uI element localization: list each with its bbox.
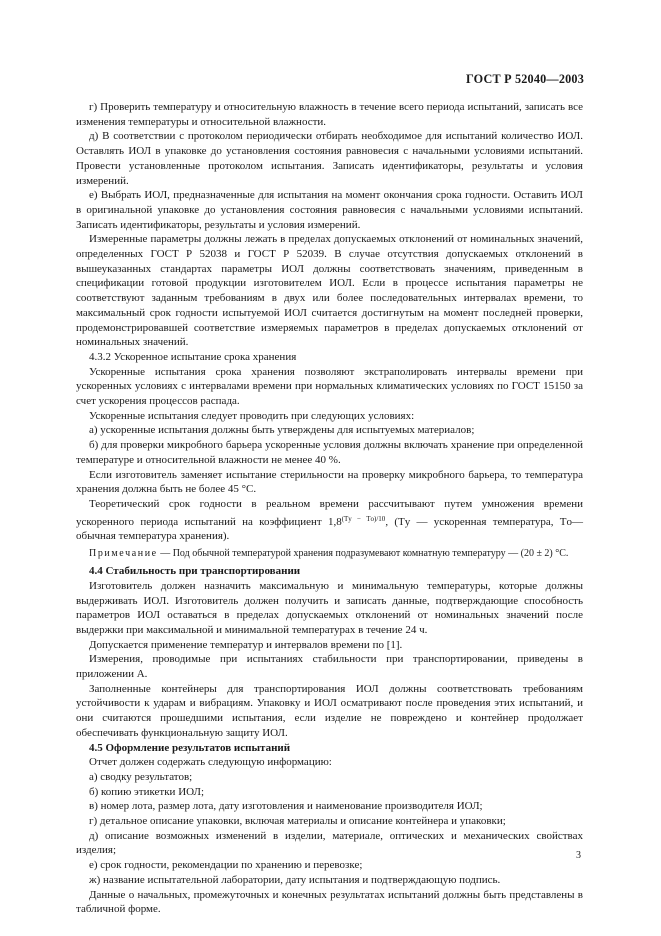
document-body [76,100,583,917]
paragraph: Если изготовитель заменяет испытание стерильности на проверку микробного барьера, то температура хранения должна быть не более 45 °С. [76,468,583,496]
list-item: г) детальное описание упаковки, включая материалы и описание контейнера и упаковки; [89,815,506,828]
paragraph: Изготовитель должен назначить максимальную и минимальную температуры, которые должны выдерживать ИОЛ. Изготовитель должен получить и записать данные, подтверждающие способность параметров ИОЛ оставаться в пределах допускаемых отклонений от номинальных значений после выдержки при максимальной и минимальной температурах в течение 24 ч. [76,579,583,636]
paragraph: Данные о начальных, промежуточных и конечных результатах испытаний должны быть представлены в табличной форме. [76,888,583,916]
page-number: 3 [576,850,581,861]
formula-paragraph [76,497,583,544]
note-text: — Под обычной температурой хранения подразумевают комнатную температуру — (20 ± 2) °С. [160,548,569,560]
list-item: е) срок годности, рекомендации по хранению и перевозке; [89,859,363,872]
list-item: ж) название испытательной лаборатории, дату испытания и подтверждающую подпись. [89,873,501,886]
standard-header: ГОСТ Р 52040—2003 [466,72,584,86]
list-item: б) копию этикетки ИОЛ; [89,785,205,798]
list-item: б) для проверки микробного барьера ускоренные условия должны включать хранение при определенной температуре и относительной влажности не менее 40 %. [76,439,583,466]
note [76,547,583,561]
paragraph: Отчет должен содержать следующую информацию: [89,756,332,769]
paragraph: Заполненные контейнеры для транспортирования ИОЛ должны соответствовать требованиям устойчивости к ударам и вибрациям. Упаковку и ИОЛ осматривают после проведения этих испытаний, и они считаются прошедшими испытания, если изделие не повреждено и контейнер продолжает обеспечивать функциональную защиту ИОЛ. [76,682,583,739]
paragraph: д) В соответствии с протоколом периодически отбирать необходимое для испытаний количество ИОЛ. Оставлять ИОЛ в упаковке до установления состояния равновесия с начальными условиями испытаний. Провести установленные протоколом испытания. Записать идентификаторы, результаты и условия измерений. [76,130,583,187]
section-heading: 4.4 Стабильность при транспортировании [89,565,301,578]
list-item: в) номер лота, размер лота, дату изготовления и наименование производителя ИОЛ; [89,800,483,813]
paragraph: Ускоренные испытания следует проводить при следующих условиях: [89,409,415,422]
paragraph: г) Проверить температуру и относительную влажность в течение всего периода испытаний, записать все изменения температуры и относительной влажности. [76,101,583,128]
list-item: а) сводку результатов; [89,770,193,783]
paragraph: Измерения, проводимые при испытаниях стабильности при транспортировании, приведены в приложении А. [76,653,583,681]
subsection-heading: 4.3.2 Ускоренное испытание срока хранения [89,350,297,363]
formula-text-end: , (Tу — ускоренная температура, Tо— обычная температура хранения). [76,515,583,543]
paragraph: Ускоренные испытания срока хранения позволяют экстраполировать интервалы времени при ускоренных условиях с интервалами времени при нормальных климатических условиях по ГОСТ 15150 за счет ускорения процессов распада. [76,365,583,408]
formula-text-start: Теоретический срок годности в реальном времени рассчитывают путем умножения времени ускоренного периода испытаний на коэффициент 1,8 [76,497,583,528]
note-label: Примечание [89,548,158,560]
paragraph: Измеренные параметры должны лежать в пределах допускаемых отклонений от номинальных значений, определенных ГОСТ Р 52038 и ГОСТ Р 52039. В случае отсутствия допускаемых отклонений в вышеуказанных стандартах параметры ИОЛ должны соответствовать значениям, приведенным в спецификации готовой продукции изготовителем ИОЛ. Если в процессе испытания параметры не соответствуют заданным требованиям в двух или более последовательных интервалах времени, то максимальный срок годности испытуемой ИОЛ считается достигнутым на момент последней проверки, продемонстрировавшей соответствие измеряемых параметров в пределах допускаемых отклонений от номинальных значений. [76,233,583,349]
list-item: а) ускоренные испытания должны быть утверждены для испытуемых материалов; [89,424,475,437]
formula-exponent: (Tу − Tо)/10 [341,514,386,523]
section-heading: 4.5 Оформление результатов испытаний [89,741,291,754]
list-item: д) описание возможных изменений в изделии, материале, оптических и механических свойствах изделия; [76,829,583,857]
paragraph: е) Выбрать ИОЛ, предназначенные для испытания на момент окончания срока годности. Оставить ИОЛ в оригинальной упаковке до установления состояния равновесия с начальными условиями испытаний. Записать идентификаторы, результаты и условия измерений. [76,189,583,231]
paragraph: Допускается применение температур и интервалов времени по [1]. [89,638,403,651]
